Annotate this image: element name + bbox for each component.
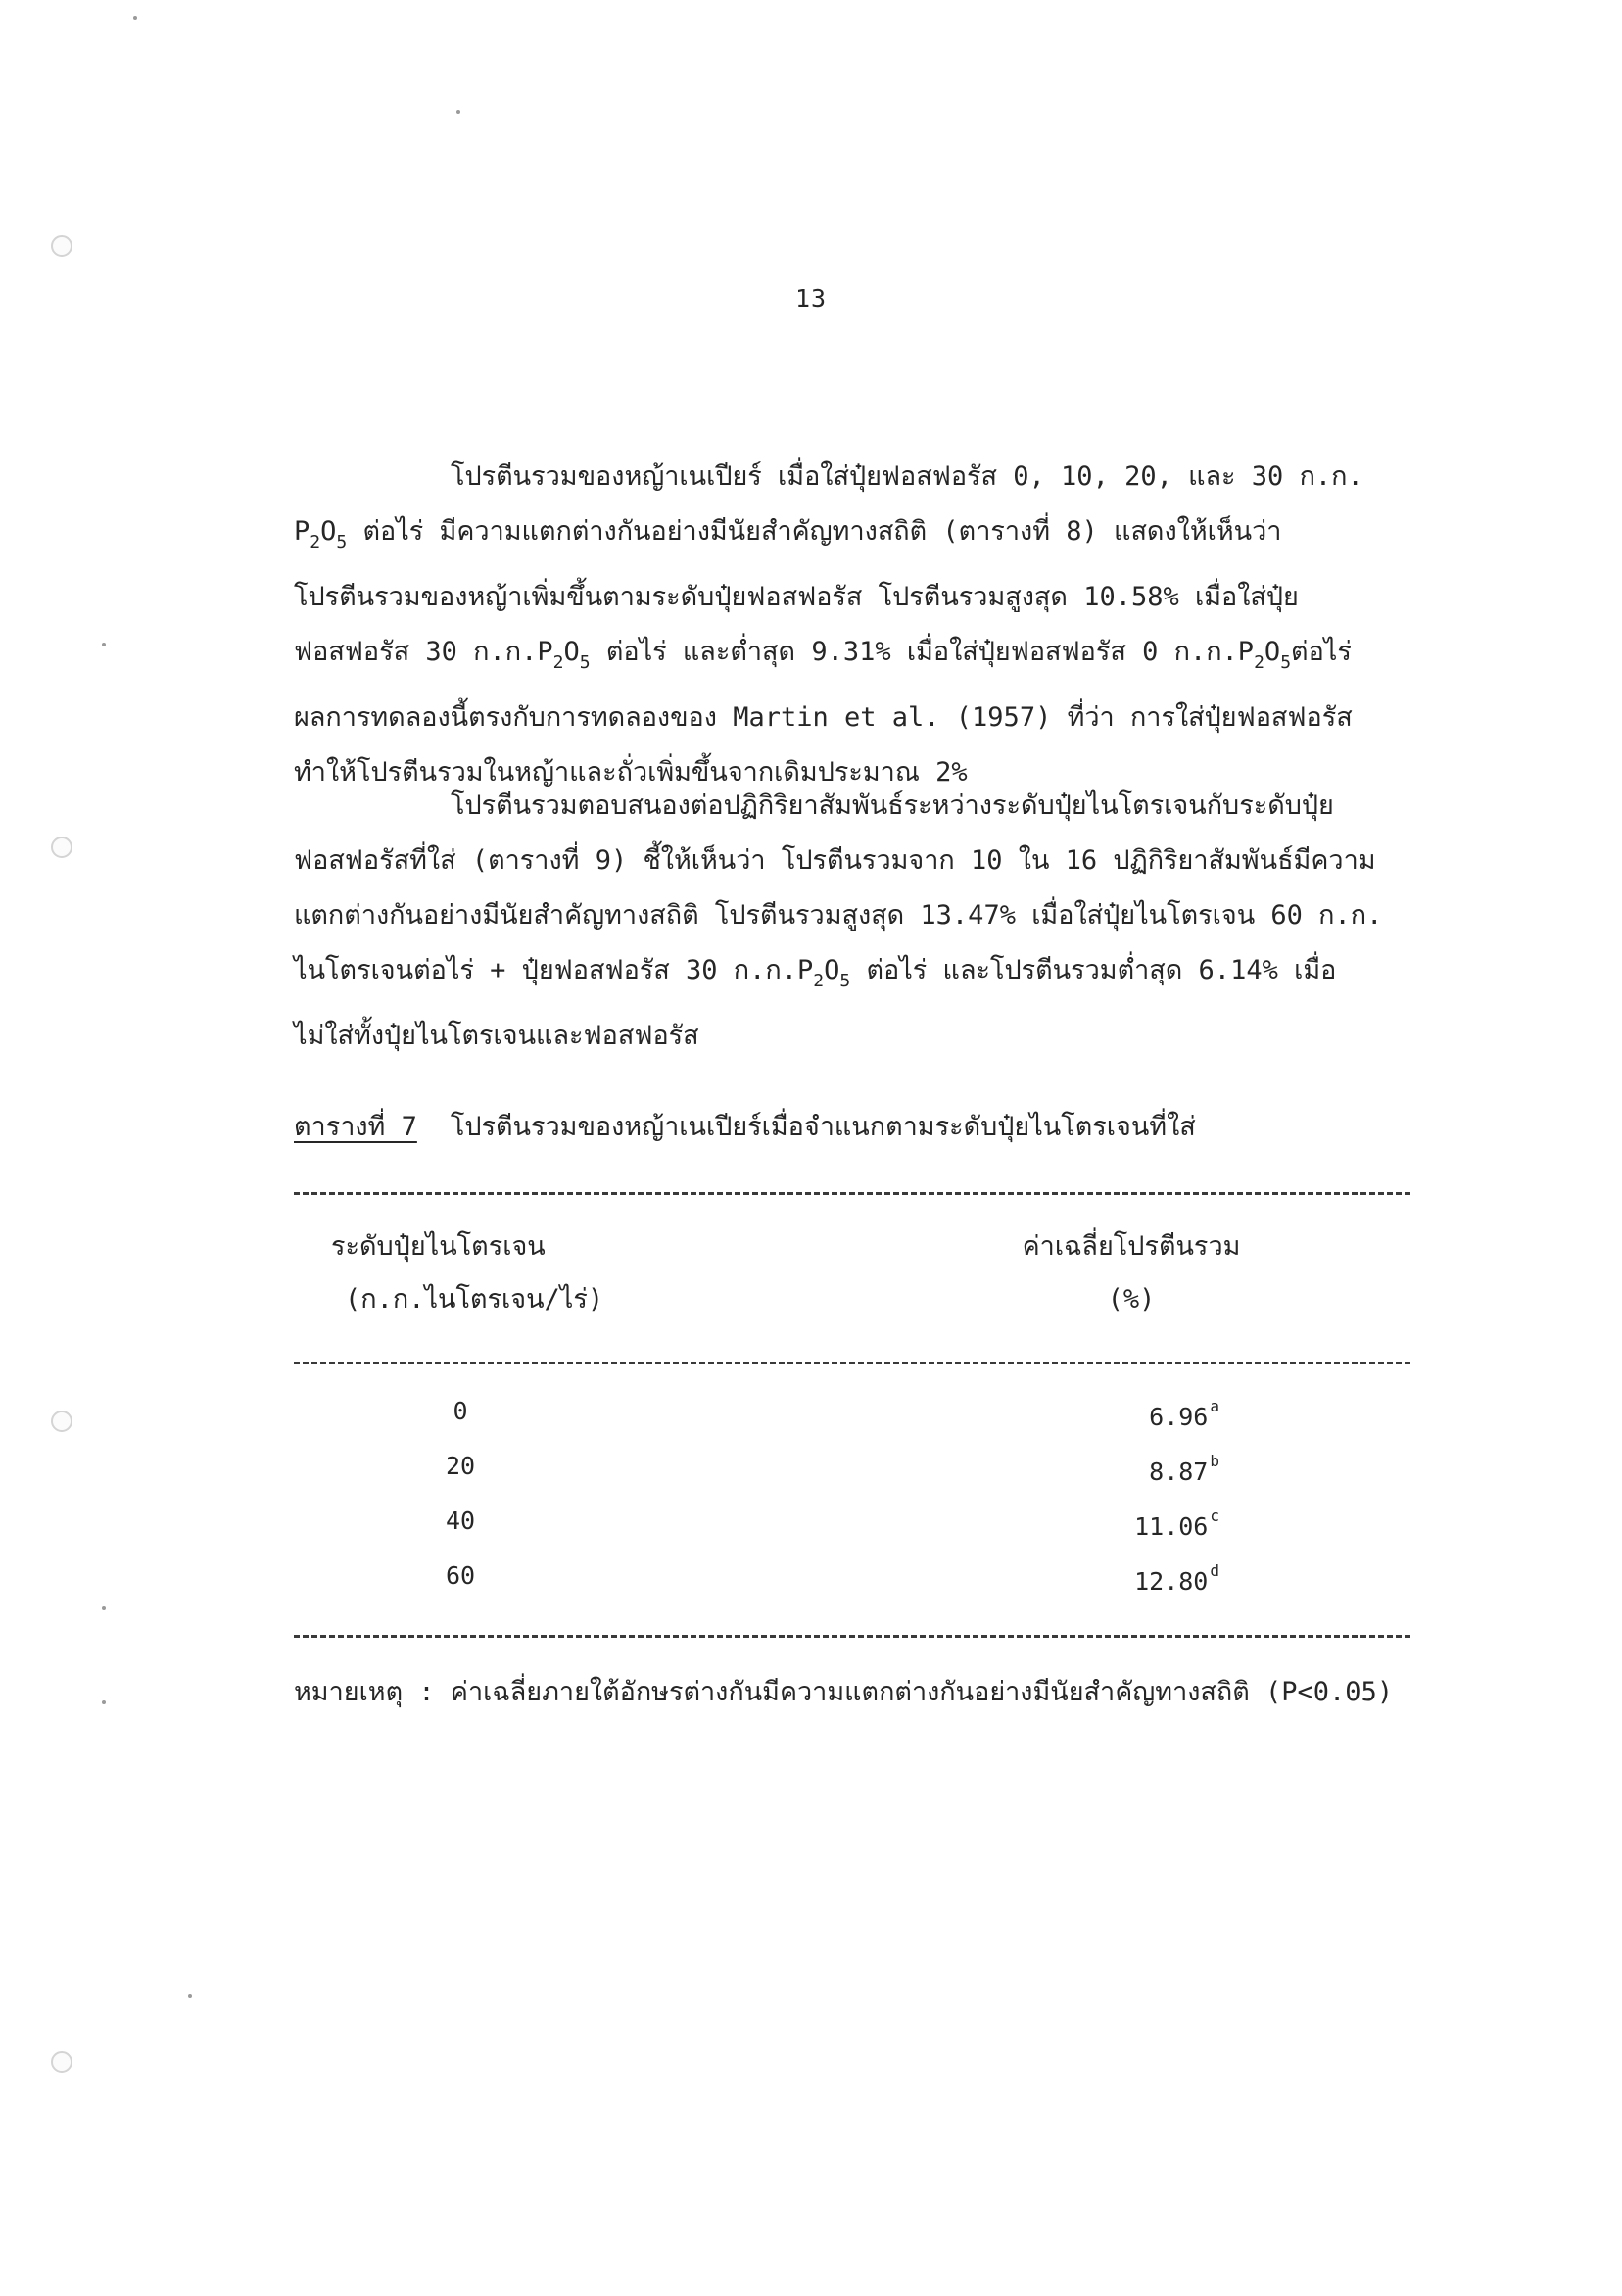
table-row	[294, 1561, 1410, 1616]
protein-mean-value: 12.80	[1134, 1567, 1209, 1596]
nitrogen-level-cell: 0	[453, 1397, 468, 1425]
text-segment: O	[320, 516, 337, 547]
text-segment: ต่อไร่ และโปรตีนรวมต่ำสุด 6.14% เมื่อ	[850, 955, 1337, 985]
subscript: 5	[336, 532, 348, 552]
text-segment: O	[824, 955, 840, 985]
text-line: แตกต่างกันอย่างมีนัยสำคัญทางสถิติ โปรตีนรวมสูงสุด 13.47% เมื่อใส่ปุ๋ยไนโตรเจน 60 ก.ก.	[294, 900, 1383, 931]
text-segment: ฟอสฟอรัส 30 ก.ก.P	[294, 637, 553, 667]
data-table	[294, 1105, 1410, 1596]
punch-hole-mark	[51, 2051, 72, 2073]
text-segment: ต่อไร่ มีความแตกต่างกันอย่างมีนัยสำคัญทางสถิติ (ตารางที่ 8) แสดงให้เห็นว่า	[347, 516, 1282, 547]
subscript: 2	[1254, 652, 1264, 673]
paragraph	[294, 450, 1435, 800]
paragraph	[294, 779, 1435, 1064]
text-line: โปรตีนรวมของหญ้าเนเปียร์ เมื่อใส่ปุ๋ยฟอสฟอรัส 0, 10, 20, และ 30 ก.ก.	[451, 461, 1363, 492]
page-number: 13	[794, 284, 828, 312]
significance-letter: a	[1210, 1397, 1219, 1415]
table-caption	[294, 1105, 1410, 1147]
text-segment: ต่อไร่	[1291, 637, 1352, 667]
protein-mean-value: 11.06	[1134, 1512, 1209, 1541]
text-line: ฟอสฟอรัสที่ใส่ (ตารางที่ 9) ชี้ให้เห็นว่า โปรตีนรวมจาก 10 ใน 16 ปฏิกิริยาสัมพันธ์มีความ	[294, 845, 1376, 876]
table-bottom-rule	[294, 1635, 1410, 1638]
punch-hole-mark	[51, 837, 72, 858]
subscript: 2	[552, 652, 564, 673]
text-segment: O	[1264, 637, 1281, 667]
text-line	[294, 625, 1435, 691]
protein-mean-cell	[1134, 1561, 1219, 1596]
nitrogen-level-cell: 20	[445, 1452, 476, 1480]
significance-letter: c	[1210, 1507, 1219, 1525]
table-caption-label: ตารางที่ 7	[294, 1112, 417, 1142]
column-header-level-unit: (ก.ก.ไนโตรเจน/ไร่)	[345, 1284, 604, 1315]
protein-mean-cell	[1149, 1452, 1219, 1486]
paper-speck	[188, 1994, 192, 1998]
table-row	[294, 1507, 1410, 1561]
subscript: 5	[579, 652, 591, 673]
column-header-mean-unit: (%)	[1107, 1284, 1156, 1315]
subscript: 2	[310, 532, 321, 552]
significance-letter: d	[1210, 1561, 1219, 1580]
subscript: 2	[813, 971, 825, 991]
text-line: ทำให้โปรตีนรวมในหญ้าและถั่วเพิ่มขึ้นจากเดิมประมาณ 2%	[294, 757, 968, 788]
text-line: ไม่ใส่ทั้งปุ๋ยไนโตรเจนและฟอสฟอรัส	[294, 1021, 699, 1051]
text-line	[294, 504, 1435, 570]
paper-speck	[102, 1700, 106, 1704]
punch-hole-mark	[51, 235, 72, 257]
protein-mean-cell	[1134, 1507, 1219, 1541]
paper-speck	[456, 110, 460, 114]
protein-mean-cell	[1149, 1397, 1219, 1431]
table-caption-text: โปรตีนรวมของหญ้าเนเปียร์เมื่อจำแนกตามระดับปุ๋ยไนโตรเจนที่ใส่	[450, 1112, 1196, 1142]
text-line	[294, 943, 1435, 1009]
paper-speck	[102, 643, 106, 646]
nitrogen-level-cell: 60	[445, 1561, 476, 1590]
subscript: 5	[839, 971, 851, 991]
nitrogen-level-cell: 40	[445, 1507, 476, 1535]
text-line: โปรตีนรวมตอบสนองต่อปฏิกิริยาสัมพันธ์ระหว่างระดับปุ๋ยไนโตรเจนกับระดับปุ๋ย	[451, 790, 1334, 821]
paper-speck	[102, 1606, 106, 1610]
text-segment: ไนโตรเจนต่อไร่ + ปุ๋ยฟอสฟอรัส 30 ก.ก.P	[294, 955, 814, 985]
column-header-mean	[1014, 1220, 1249, 1326]
punch-hole-mark	[51, 1411, 72, 1432]
column-header-level-label: ระดับปุ๋ยไนโตรเจน	[331, 1231, 546, 1262]
significance-letter: b	[1210, 1452, 1219, 1470]
column-header-level	[331, 1220, 603, 1326]
text-segment: ต่อไร่ และต่ำสุด 9.31% เมื่อใส่ปุ๋ยฟอสฟอรัส 0 ก.ก.P	[590, 637, 1255, 667]
body-text	[294, 779, 1435, 1064]
table-top-rule	[294, 1192, 1410, 1195]
protein-mean-value: 8.87	[1149, 1458, 1209, 1486]
text-segment: P	[294, 516, 310, 547]
body-text	[294, 450, 1435, 800]
table-row	[294, 1397, 1410, 1452]
table-header-rule	[294, 1362, 1410, 1364]
table-row	[294, 1452, 1410, 1507]
text-segment: O	[563, 637, 580, 667]
subscript: 5	[1280, 652, 1292, 673]
protein-mean-value: 6.96	[1149, 1403, 1209, 1431]
paper-speck	[133, 16, 137, 20]
table-footnote: หมายเหตุ : ค่าเฉลี่ยภายใต้อักษรต่างกันมีความแตกต่างกันอย่างมีนัยสำคัญทางสถิติ (P<0.05)	[294, 1677, 1394, 1707]
column-header-mean-label: ค่าเฉลี่ยโปรตีนรวม	[1022, 1231, 1241, 1262]
text-line: ผลการทดลองนี้ตรงกับการทดลองของ Martin et al. (1957) ที่ว่า การใส่ปุ๋ยฟอสฟอรัส	[294, 702, 1353, 733]
text-line: โปรตีนรวมของหญ้าเพิ่มขึ้นตามระดับปุ๋ยฟอสฟอรัส โปรตีนรวมสูงสุด 10.58% เมื่อใส่ปุ๋ย	[294, 582, 1299, 612]
